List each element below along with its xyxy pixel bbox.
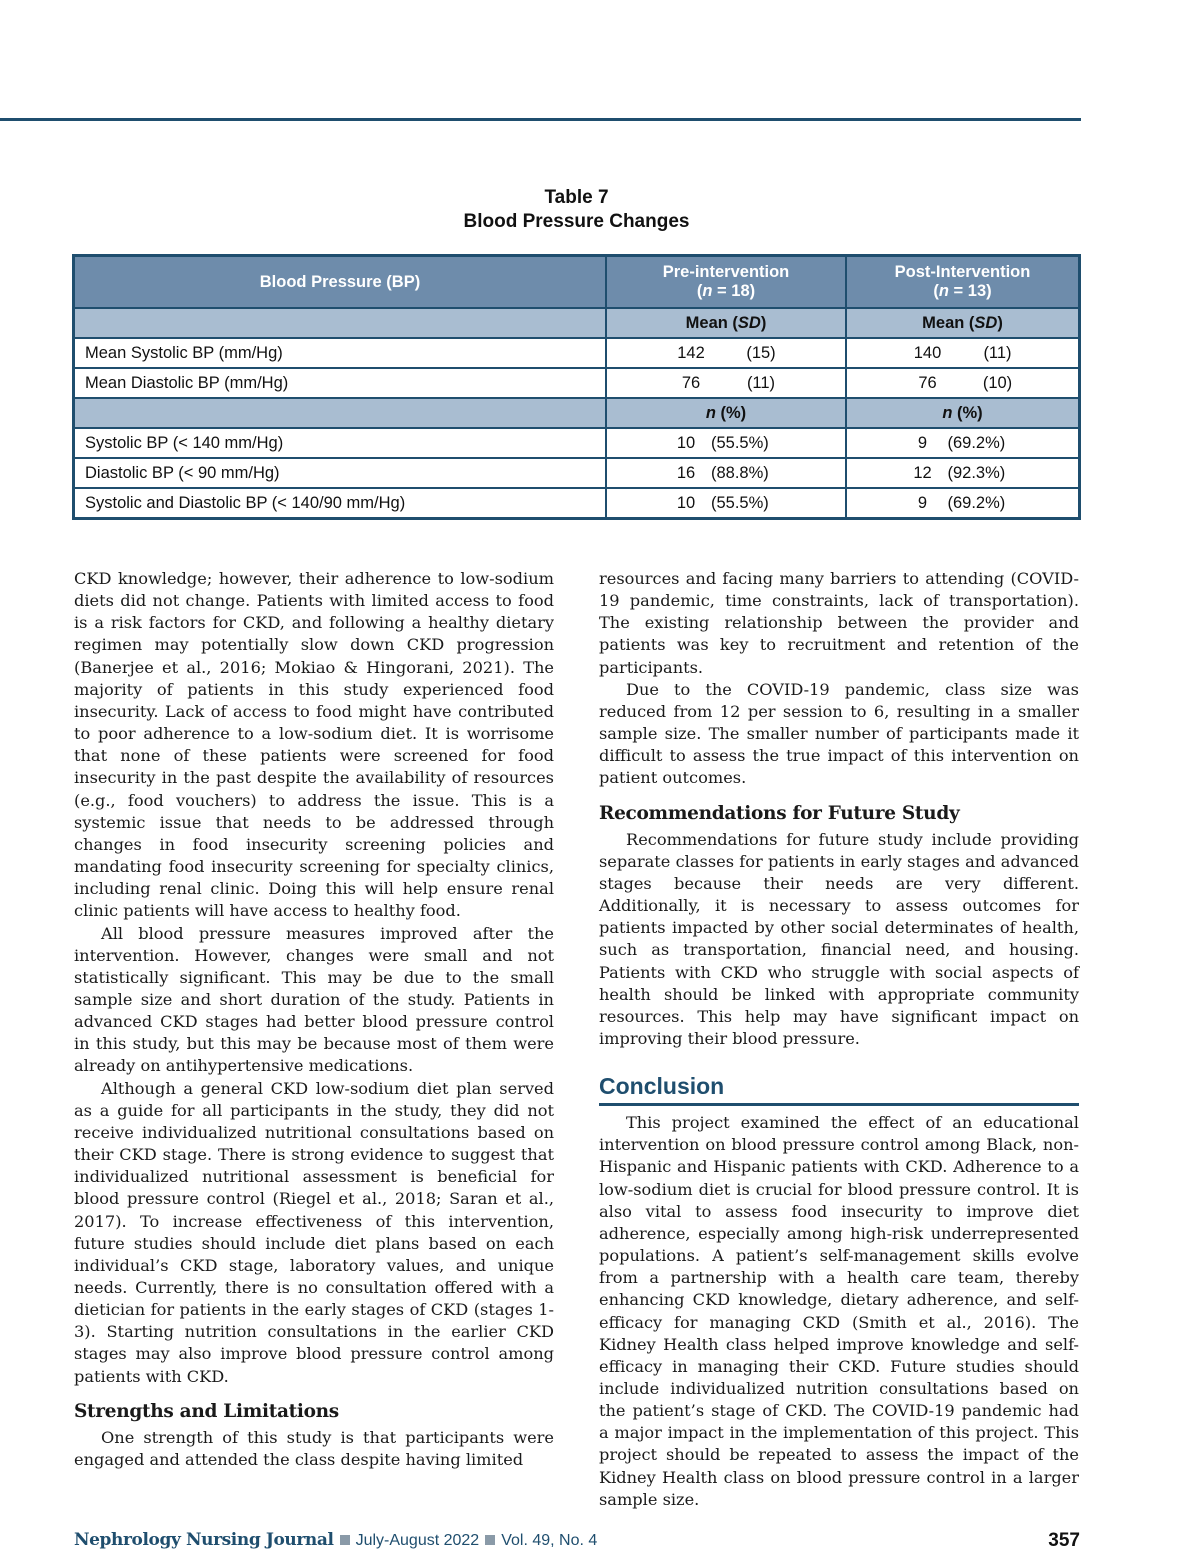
table-title: Blood Pressure Changes xyxy=(463,211,690,232)
page-number: 357 xyxy=(1048,1530,1080,1551)
heading-strengths-limitations: Strengths and Limitations xyxy=(74,1400,339,1422)
separator-square-icon xyxy=(485,1535,495,1545)
issue-date: July-August 2022 xyxy=(355,1532,480,1549)
paragraph: Recommendations for future study include providing separate classes for patients in early stages and advanced stages because their needs are very different. Additionally, it is necessary to assess outcomes for patients impacted by other social determinates of health, such as transportation, financial need, and housing. Patients with CKD who struggle with social aspects of health should be linked with appropriate community resources. This help may have significant impact on improving their blood pressure. xyxy=(599,829,1079,1048)
paragraph: This project examined the effect of an educational intervention on blood pressure control among Black, non-Hispanic and Hispanic patients with CKD. Adherence to a low-sodium diet is crucial for blood pressure control. It is also vital to assess food insecurity to improve diet adherence, especially among high-risk underrepresented populations. A patient’s self-management skills evolve from a partnership with a health care team, thereby enhancing CKD knowledge, dietary adherence, and self-efficacy for managing CKD (Smith et al., 2016). The Kidney Health class helped improve knowledge and self-efficacy in managing their CKD. Future studies should include individualized nutrition consultations based on the patient’s stage of CKD. The COVID-19 pandemic had a major impact in the implementation of this project. This project should be repeated to assess the impact of the Kidney Health class on blood pressure control in a larger sample size. xyxy=(599,1113,1079,1509)
header-blood-pressure: Blood Pressure (BP) xyxy=(74,256,607,309)
table-row: Diastolic BP (< 90 mm/Hg) 16 (88.8%) 12 (92.3%) xyxy=(74,458,1080,488)
heading-conclusion: Conclusion xyxy=(599,1071,1079,1106)
paragraph: Although a general CKD low-sodium diet plan served as a guide for all participants in the study, they did not receive individualized nutritional consultations based on their CKD stage. There is strong evidence to suggest that individualized nutritional assessment is beneficial for blood pressure control (Riegel et al., 2018; Saran et al., 2017). To increase effectiveness of this intervention, future studies should include diet plans based on each individual’s CKD stage, laboratory values, and unique needs. Currently, there is no consultation offered with a dietician for patients in the early stages of CKD (stages 1-3). Starting nutrition consultations in the earlier CKD stages may also improve blood pressure control among patients with CKD. xyxy=(74,1078,554,1386)
n-pct-pre: n (%) xyxy=(606,398,846,428)
left-column xyxy=(74,568,554,1471)
table-row: Systolic and Diastolic BP (< 140/90 mm/Hg) 10 (55.5%) 9 (69.2%) xyxy=(74,488,1080,519)
top-rule xyxy=(0,118,1081,121)
paragraph: All blood pressure measures improved after the intervention. However, changes were small and not statistically significant. This may be due to the small sample size and short duration of the study. Patients in advanced CKD stages had better blood pressure control in this study, but this may be because most of them were already on antihypertensive medications. xyxy=(74,923,554,1076)
table-header-row xyxy=(74,256,1080,309)
paragraph: One strength of this study is that participants were engaged and attended the class despite having limited xyxy=(74,1427,554,1469)
mean-sd-post: Mean (SD) xyxy=(846,308,1080,338)
journal-name: Nephrology Nursing Journal xyxy=(74,1530,334,1550)
table-subheader-mean-sd xyxy=(74,308,1080,338)
table-row: Mean Diastolic BP (mm/Hg) 76 (11) 76 (10) xyxy=(74,368,1080,398)
separator-square-icon xyxy=(340,1535,350,1545)
table-row: Mean Systolic BP (mm/Hg) 142 (15) 140 (11) xyxy=(74,338,1080,368)
paragraph: Due to the COVID-19 pandemic, class size was reduced from 12 per session to 6, resulting in a smaller sample size. The smaller number of participants made it difficult to assess the true impact of this intervention on patient outcomes. xyxy=(599,679,1079,788)
mean-sd-pre: Mean (SD) xyxy=(606,308,846,338)
paragraph: CKD knowledge; however, their adherence to low-sodium diets did not change. Patients with limited access to food is a risk factors for CKD, and following a healthy dietary regimen may potentially slow down CKD progression (Banerjee et al., 2016; Mokiao & Hingorani, 2021). The majority of patients in this study experienced food insecurity. Lack of access to food might have contributed to poor adherence to a low-sodium diet. It is worrisome that none of these patients were screened for food insecurity in the past despite the availability of resources (e.g., food vouchers) to address the issue. This is a systemic issue that needs to be addressed through changes in food insecurity screening policies and mandating food insecurity screening for specialty clinics, including renal clinic. Doing this will help ensure renal clinic patients will have access to healthy food. xyxy=(74,569,554,921)
n-pct-post: n (%) xyxy=(846,398,1080,428)
table-caption xyxy=(72,186,1081,234)
table-number: Table 7 xyxy=(544,187,609,208)
heading-recommendations: Recommendations for Future Study xyxy=(599,802,960,824)
volume: Vol. 49, No. 4 xyxy=(501,1532,598,1549)
table-subheader-n-pct xyxy=(74,398,1080,428)
right-column xyxy=(599,568,1079,1511)
blood-pressure-table xyxy=(72,254,1081,520)
header-post-intervention: Post-Intervention (n = 13) xyxy=(846,256,1080,309)
page-footer xyxy=(74,1530,1080,1556)
table-row: Systolic BP (< 140 mm/Hg) 10 (55.5%) 9 (69.2%) xyxy=(74,428,1080,458)
paragraph: resources and facing many barriers to attending (COVID-19 pandemic, time constraints, lack of transportation). The existing relationship between the provider and patients was key to recruitment and retention of the participants. xyxy=(599,569,1079,677)
header-pre-intervention: Pre-intervention (n = 18) xyxy=(606,256,846,309)
